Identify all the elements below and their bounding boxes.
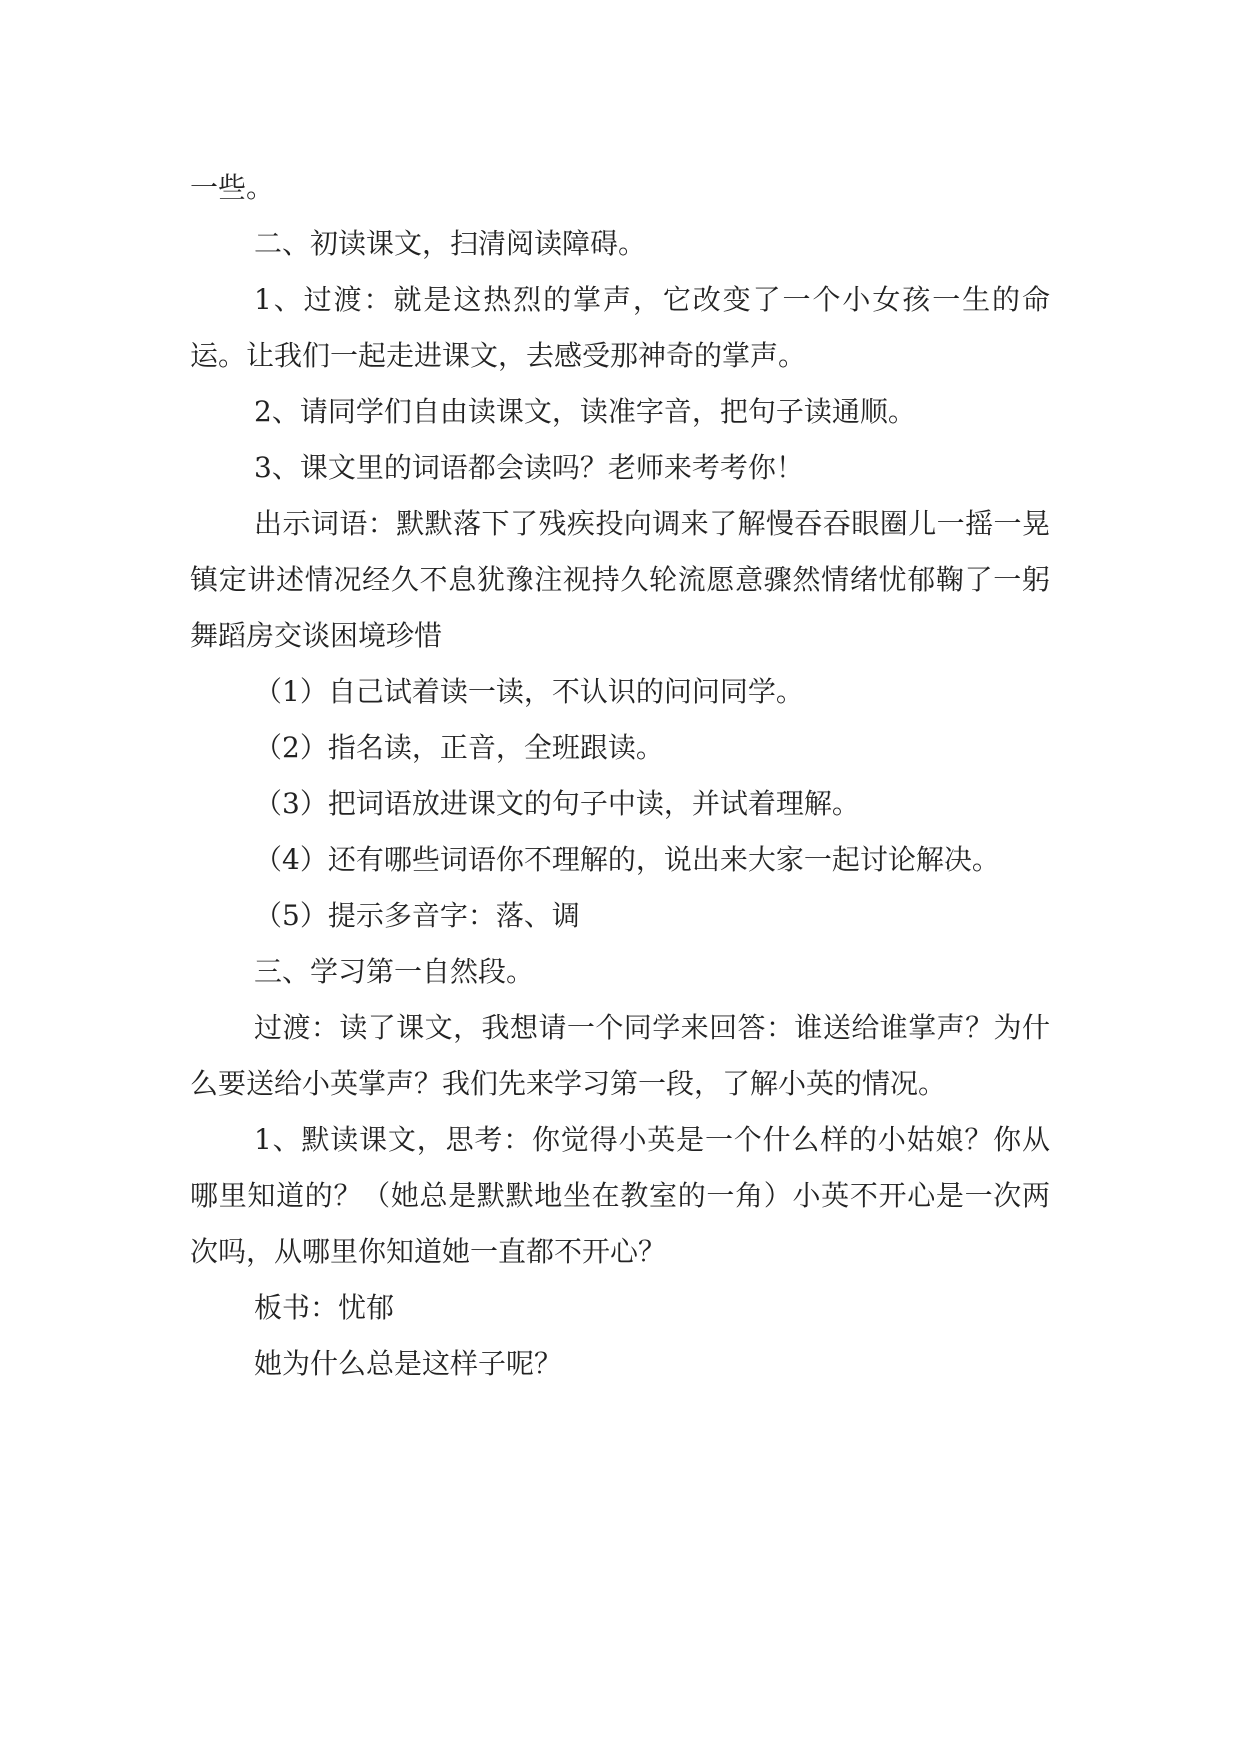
section-heading-2: 二、初读课文，扫清阅读障碍。 [254,227,647,260]
list-item: （3）把词语放进课文的句子中读，并试着理解。 [254,787,860,820]
list-item: （1）自己试着读一读，不认识的问问同学。 [254,675,804,708]
list-item: （2）指名读，正音，全班跟读。 [254,731,664,764]
list-item: （4）还有哪些词语你不理解的，说出来大家一起讨论解决。 [254,843,1000,876]
paragraph: 板书：忧郁 [254,1291,395,1324]
vocabulary-list: 出示词语：默默落下了残疾投向调来了解慢吞吞眼圈儿一摇一晃镇定讲述情况经久不息犹豫注视持久轮流愿意骤然情绪忧郁鞠了一躬舞蹈房交谈困境珍惜 [190,507,1050,652]
section-heading-3: 三、学习第一自然段。 [254,955,535,988]
document-body [190,160,1050,1392]
paragraph: 3、课文里的词语都会读吗？老师来考考你！ [254,451,804,484]
paragraph: 1、默读课文，思考：你觉得小英是一个什么样的小姑娘？你从哪里知道的？（她总是默默地坐在教室的一角）小英不开心是一次两次吗，从哪里你知道她一直都不开心？ [190,1123,1050,1268]
paragraph: 1、过渡：就是这热烈的掌声，它改变了一个小女孩一生的命运。让我们一起走进课文，去感受那神奇的掌声。 [190,283,1050,372]
paragraph: 2、请同学们自由读课文，读准字音，把句子读通顺。 [254,395,916,428]
paragraph-continuation: 一些。 [190,171,275,204]
paragraph: 过渡：读了课文，我想请一个同学来回答：谁送给谁掌声？为什么要送给小英掌声？我们先来学习第一段，了解小英的情况。 [190,1011,1050,1100]
paragraph: 她为什么总是这样子呢？ [254,1347,563,1380]
list-item: （5）提示多音字：落、调 [254,899,580,932]
